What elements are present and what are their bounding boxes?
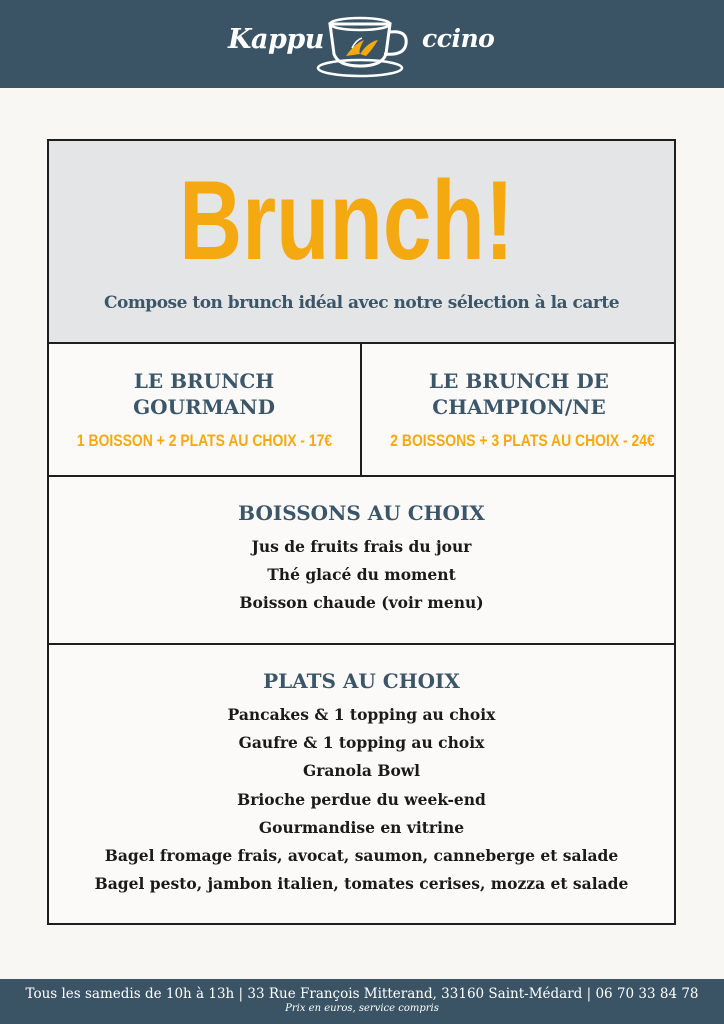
list-item: Jus de fruits frais du jour <box>251 537 472 556</box>
page-subtitle: Compose ton brunch idéal avec notre sélection à la carte <box>103 293 620 313</box>
list-item: Bagel fromage frais, avocat, saumon, canneberge et salade <box>104 846 619 866</box>
footer-note: Prix en euros, service compris <box>285 1003 439 1014</box>
logo-text-right: ccino <box>422 24 495 53</box>
formula-name <box>49 368 359 420</box>
formula-name-line1: LE BRUNCH <box>133 369 275 393</box>
menu-frame <box>47 139 676 925</box>
formula-gourmand <box>49 344 359 475</box>
page-title: Brunch! <box>179 158 514 283</box>
drinks-list <box>49 533 674 618</box>
dishes-list <box>49 701 674 898</box>
formula-row <box>49 344 674 477</box>
formula-name-line1: LE BRUNCH DE <box>429 369 609 393</box>
list-item: Granola Bowl <box>302 761 421 781</box>
header-bar <box>0 0 724 88</box>
dishes-section <box>49 645 674 923</box>
list-item: Brioche perdue du week-end <box>237 789 486 809</box>
list-item: Pancakes & 1 topping au choix <box>227 705 496 724</box>
brand-logo <box>222 8 502 80</box>
footer-bar <box>0 979 724 1024</box>
list-item: Gaufre & 1 topping au choix <box>238 733 485 753</box>
formula-champion <box>360 344 676 475</box>
drinks-section <box>49 477 674 645</box>
formula-price: 2 BOISSONS + 3 PLATS AU CHOIX - 24€ <box>390 431 655 450</box>
dishes-title: PLATS AU CHOIX <box>263 669 460 693</box>
formula-name <box>362 368 676 420</box>
formula-name-line2: CHAMPION/NE <box>432 395 606 419</box>
list-item: Gourmandise en vitrine <box>258 817 465 837</box>
list-item: Boisson chaude (voir menu) <box>239 593 484 613</box>
list-item: Thé glacé du moment <box>267 565 456 585</box>
coffee-cup-icon <box>316 10 426 80</box>
logo-text-left: Kappu <box>228 24 324 55</box>
formula-name-line2: GOURMAND <box>133 395 275 419</box>
formula-price: 1 BOISSON + 2 PLATS AU CHOIX - 17€ <box>76 431 333 450</box>
drinks-title: BOISSONS AU CHOIX <box>238 501 485 525</box>
footer-info: Tous les samedis de 10h à 13h | 33 Rue François Mitterand, 33160 Saint-Médard | 06 70 33 84 78 <box>25 986 699 1002</box>
list-item: Bagel pesto, jambon italien, tomates cerises, mozza et salade <box>94 874 629 894</box>
hero-panel <box>49 141 674 344</box>
